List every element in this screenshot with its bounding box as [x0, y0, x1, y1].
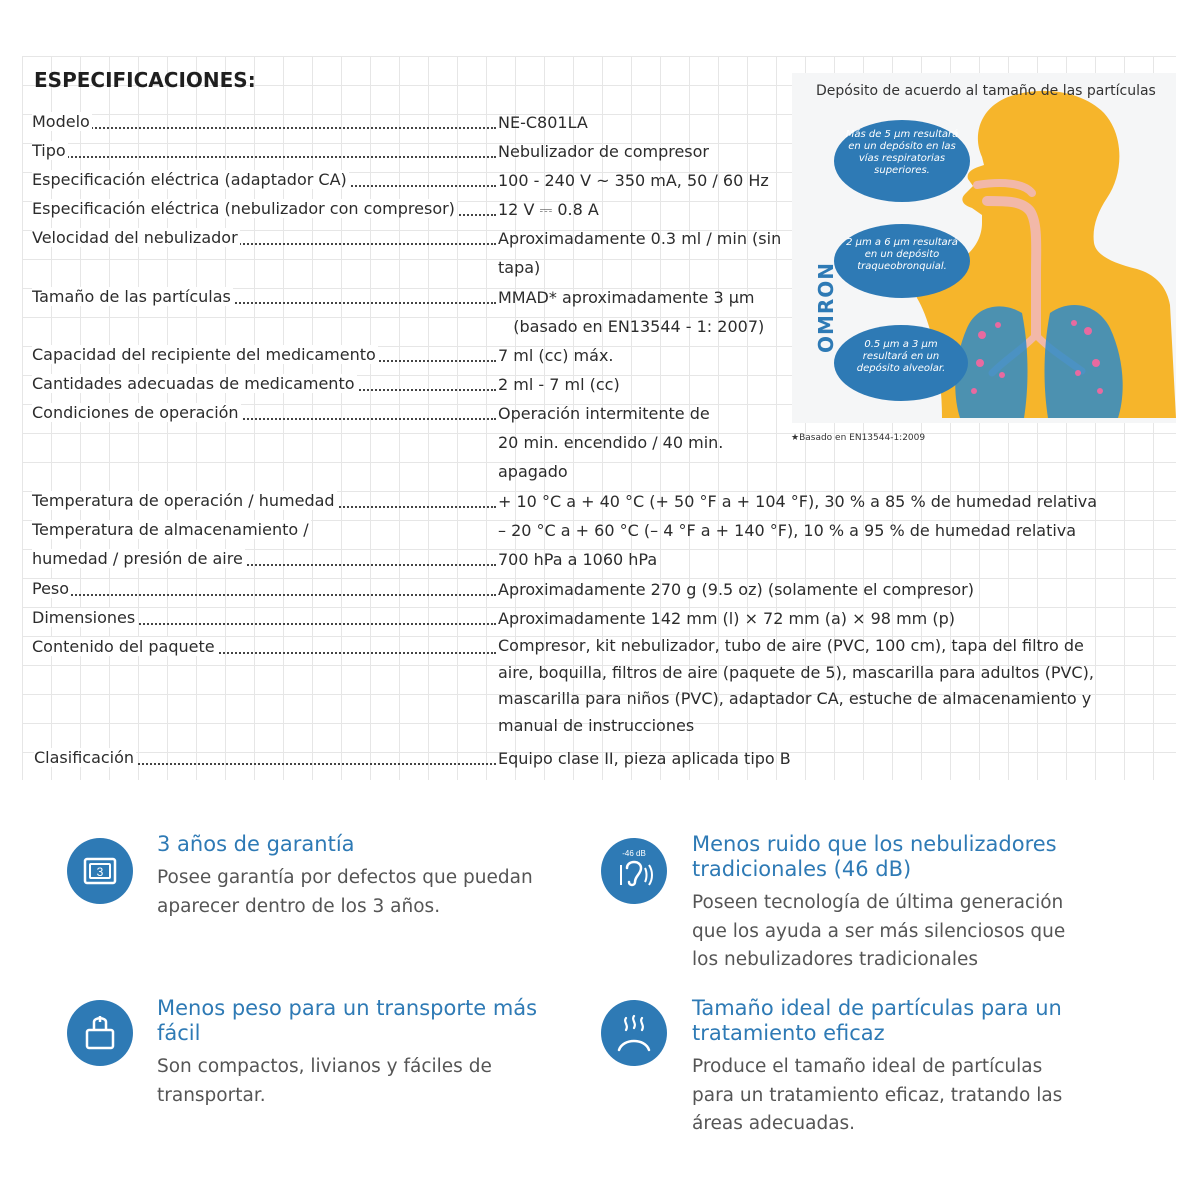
warranty-3-years-icon	[67, 838, 133, 904]
particle-deposition-figure	[792, 73, 1176, 423]
spec-value: NE-C801LA	[498, 113, 588, 132]
spec-label: Modelo	[32, 112, 90, 131]
spec-value: Aproximadamente 0.3 ml / min (sin	[498, 229, 782, 248]
spec-label: Temperatura de almacenamiento /	[32, 520, 309, 539]
spec-label: Peso	[32, 579, 70, 598]
spec-label: Contenido del paquete	[32, 637, 215, 656]
spec-label: humedad / presión de aire	[32, 549, 243, 568]
spec-value: manual de instrucciones	[498, 715, 695, 735]
particle-mist-icon	[601, 1000, 667, 1066]
feature-title: Menos ruido que los nebulizadores tradicionales (46 dB)	[692, 832, 1057, 881]
spec-label: Dimensiones	[32, 608, 136, 627]
low-noise-ear-icon	[601, 838, 667, 904]
spec-value: MMAD* aproximadamente 3 µm	[498, 288, 755, 307]
feature-description: Posee garantía por defectos que puedan aparecer dentro de los 3 años.	[157, 867, 533, 917]
spec-label: Condiciones de operación	[32, 403, 239, 422]
spec-label: Especificación eléctrica (adaptador CA)	[32, 170, 347, 189]
feature-title: Tamaño ideal de partículas para un tratamiento eficaz	[692, 996, 1062, 1045]
standard-footnote: ★Basado en EN13544-1:2009	[791, 433, 926, 443]
spec-label: Temperatura de operación / humedad	[32, 491, 335, 510]
spec-value: + 10 °C a + 40 °C (+ 50 °F a + 104 °F), 30 % a 85 % de humedad relativa	[498, 492, 1098, 511]
spec-label: Cantidades adecuadas de medicamento	[32, 374, 355, 393]
spec-label: Tipo	[32, 141, 66, 160]
spec-title: ESPECIFICACIONES:	[34, 68, 256, 92]
spec-value: aire, boquilla, filtros de aire (paquete de 5), mascarilla para adultos (PVC),	[498, 662, 1094, 682]
feature-description: Produce el tamaño ideal de partículas para un tratamiento eficaz, tratando las áreas adecuadas.	[692, 1056, 1063, 1134]
spec-value: 12 V ⎓ 0.8 A	[498, 200, 599, 219]
spec-label: Clasificación	[34, 748, 135, 767]
svg-text:-46 dB: -46 dB	[622, 849, 646, 858]
bubble-middle-text: 2 µm a 6 µm resultará en un depósito traqueobronquial.	[846, 237, 958, 272]
spec-value: Compresor, kit nebulizador, tubo de aire (PVC, 100 cm), tapa del filtro de	[498, 636, 1084, 655]
spec-value: 700 hPa a 1060 hPa	[498, 550, 658, 569]
spec-value: – 20 °C a + 60 °C (– 4 °F a + 140 °F), 10 % a 95 % de humedad relativa	[498, 521, 1077, 540]
spec-value: mascarilla para niños (PVC), adaptador CA, estuche de almacenamiento y	[498, 689, 1092, 708]
spec-value: apagado	[498, 462, 568, 481]
feature-description: Poseen tecnología de última generación que los ayuda a ser más silenciosos que los nebulizadores tradicionales	[692, 892, 1066, 970]
spec-value: (basado en EN13544 - 1: 2007)	[498, 317, 765, 336]
bubble-lower-text: 0.5 µm a 3 µm resultará en un depósito alveolar.	[856, 339, 946, 374]
spec-label: Tamaño de las partículas	[32, 287, 231, 306]
spec-label: Velocidad del nebulizador	[32, 228, 238, 247]
omron-logo: OMRON	[814, 261, 838, 353]
spec-value: Aproximadamente 142 mm (l) × 72 mm (a) × 98 mm (p)	[498, 609, 955, 628]
spec-value: 20 min. encendido / 40 min.	[498, 433, 724, 452]
feature-title: Menos peso para un transporte más fácil	[157, 996, 538, 1045]
spec-value: Aproximadamente 270 g (9.5 oz) (solamente el compresor)	[498, 580, 974, 599]
spec-value: tapa)	[498, 258, 541, 277]
spec-label: Capacidad del recipiente del medicamento	[32, 345, 376, 364]
spec-value: 100 - 240 V ~ 350 mA, 50 / 60 Hz	[498, 171, 769, 190]
spec-value: 2 ml - 7 ml (cc)	[498, 375, 620, 394]
feature-title: 3 años de garantía	[157, 832, 355, 856]
spec-value: Equipo clase II, pieza aplicada tipo B	[498, 749, 791, 768]
spec-value: Nebulizador de compresor	[498, 142, 709, 161]
spec-label: Especificación eléctrica (nebulizador con compresor)	[32, 199, 455, 218]
spec-value: 7 ml (cc) máx.	[498, 346, 614, 365]
feature-description: Son compactos, livianos y fáciles de transportar.	[157, 1056, 492, 1106]
deposition-caption: Depósito de acuerdo al tamaño de las partículas	[816, 83, 1156, 99]
bubble-upper-text: Más de 5 µm resultará en un depósito en las vías respiratorias superiores.	[845, 129, 959, 176]
carry-case-icon	[67, 1000, 133, 1066]
spec-value: Operación intermitente de	[498, 404, 710, 423]
svg-text:3: 3	[96, 865, 104, 879]
